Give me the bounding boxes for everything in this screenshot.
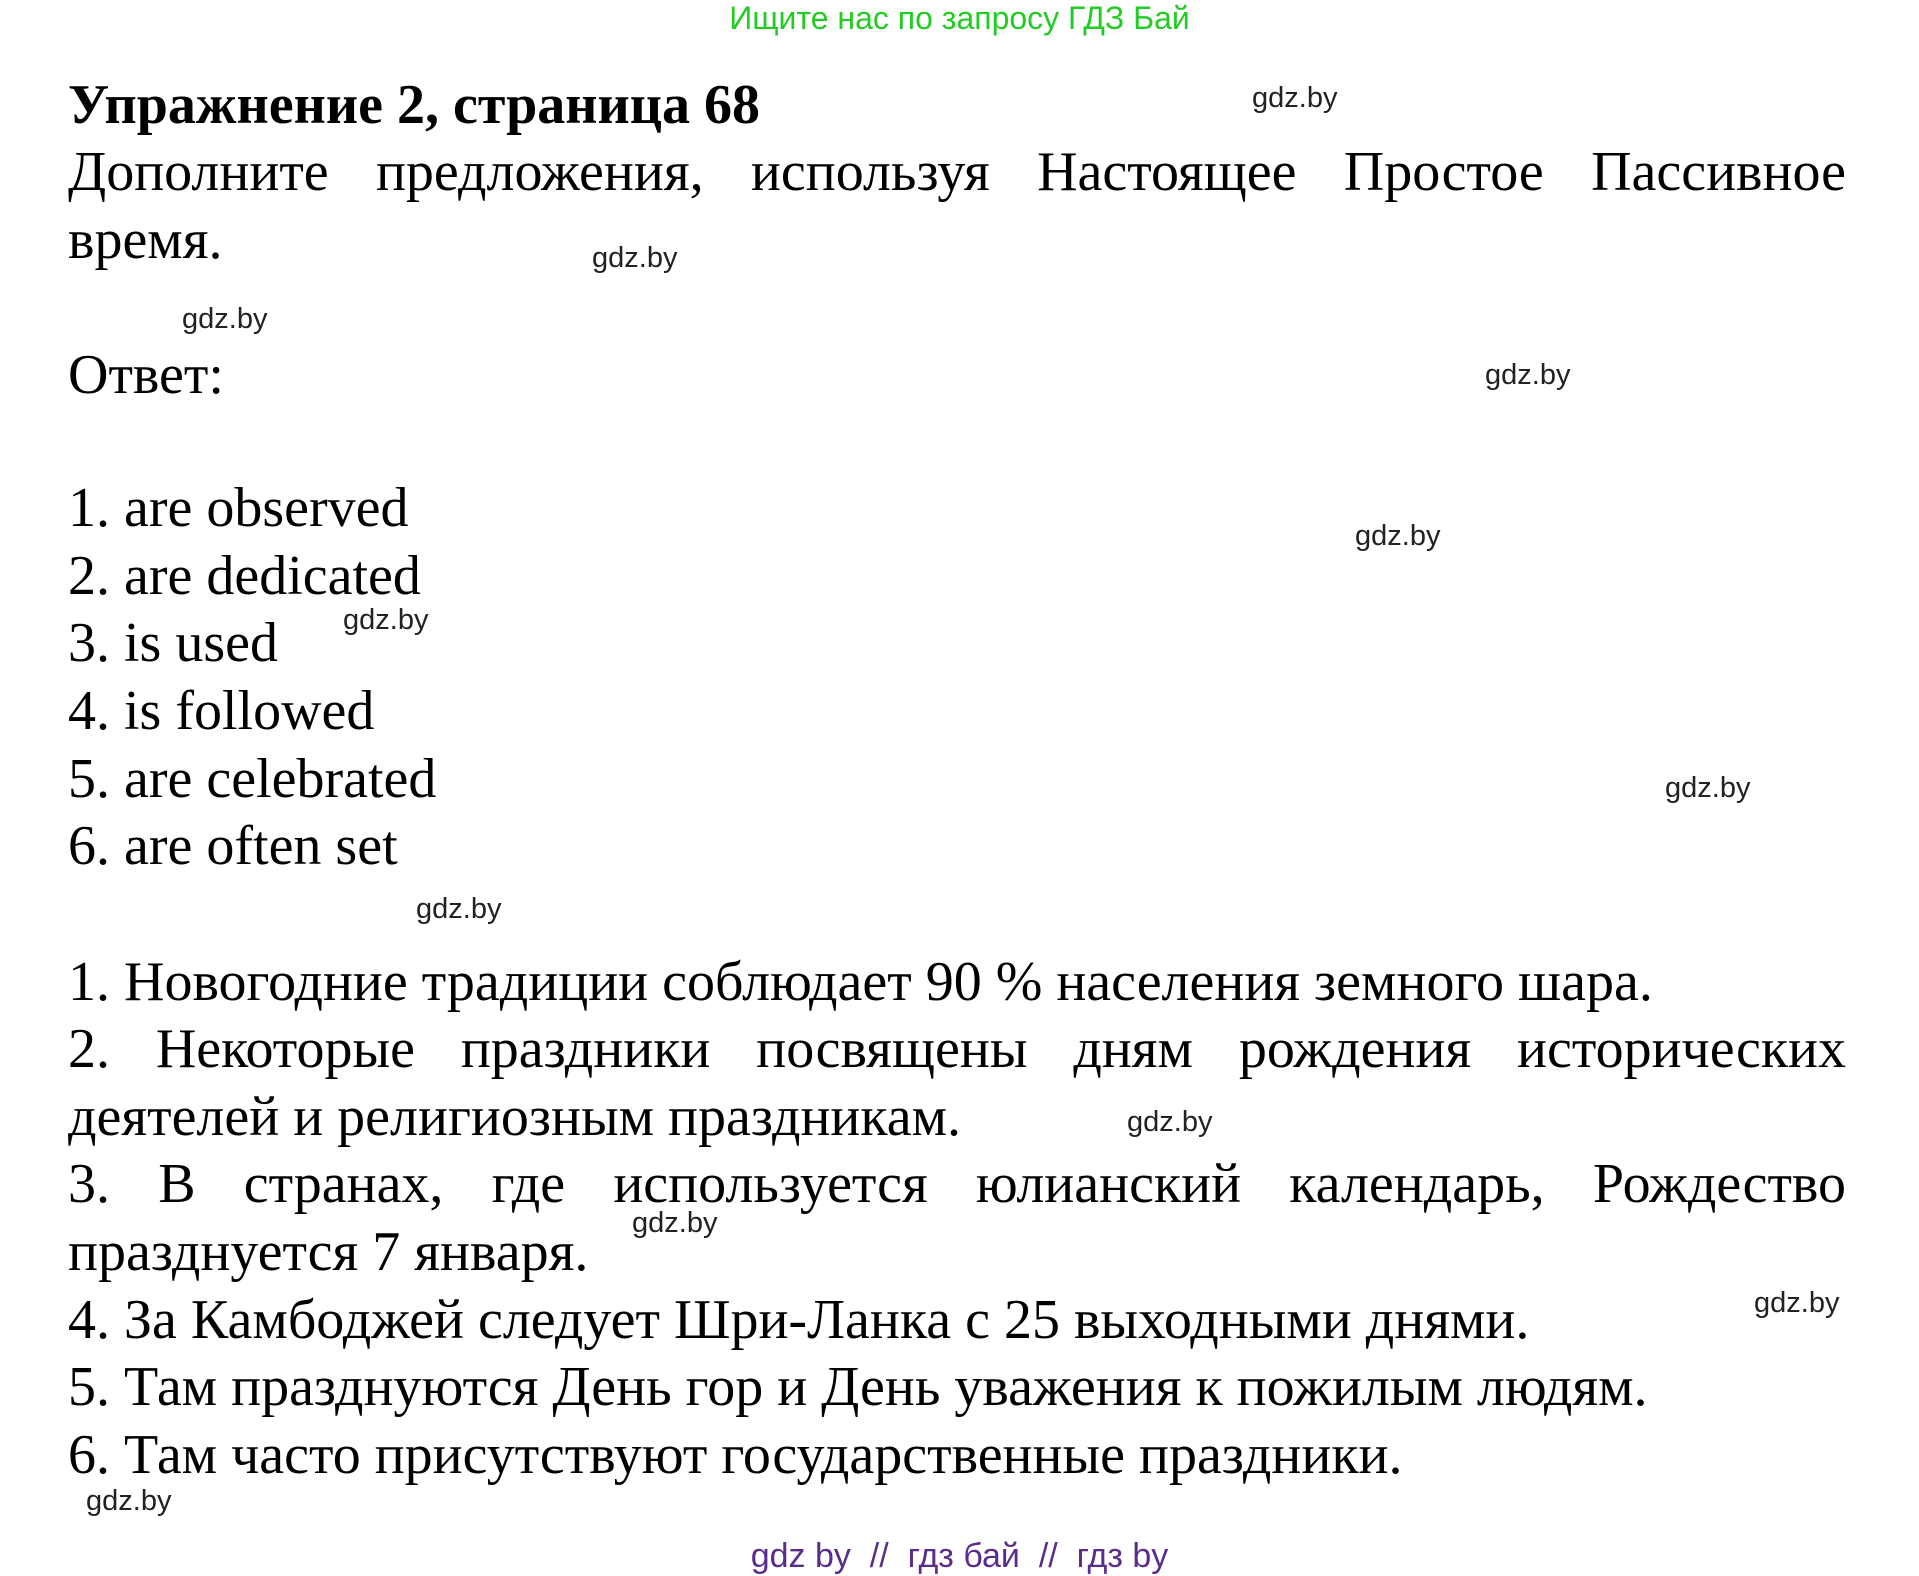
watermark: gdz.by <box>1485 359 1571 391</box>
page-title: Упражнение 2, страница 68 <box>68 74 761 136</box>
watermark: gdz.by <box>1754 1287 1840 1319</box>
watermark: gdz.by <box>1252 82 1338 114</box>
answer-item: 6. are often set <box>68 815 398 877</box>
translation-line: 1. Новогодние традиции соблюдает 90 % населения земного шара. <box>68 951 1653 1013</box>
watermark: gdz.by <box>1355 520 1441 552</box>
translation-line: 5. Там празднуются День гор и День уважения к пожилым людям. <box>68 1356 1648 1418</box>
footer-links[interactable]: gdz by // гдз бай // гдз by <box>750 1537 1169 1575</box>
translation-line: 4. За Камбоджей следует Шри-Ланка с 25 выходными днями. <box>68 1289 1530 1351</box>
answer-label: Ответ: <box>68 344 224 406</box>
translation-line: 3. В странах, где используется юлианский календарь, Рождество <box>68 1153 1846 1215</box>
task-text-line-2: время. <box>68 209 223 271</box>
watermark: gdz.by <box>1127 1106 1213 1138</box>
watermark: gdz.by <box>416 893 502 925</box>
watermark: gdz.by <box>632 1207 718 1239</box>
translation-line: деятелей и религиозным праздникам. <box>68 1086 962 1148</box>
translation-line: празднуется 7 января. <box>68 1221 589 1283</box>
translation-line: 6. Там часто присутствуют государственные праздники. <box>68 1424 1403 1486</box>
watermark: gdz.by <box>343 604 429 636</box>
watermark: gdz.by <box>1665 772 1751 804</box>
promo-banner[interactable]: Ищите нас по запросу ГДЗ Бай <box>729 0 1190 36</box>
task-text-line-1: Дополните предложения, используя Настоящее Простое Пассивное <box>68 141 1846 203</box>
watermark: gdz.by <box>182 303 268 335</box>
answer-item: 3. is used <box>68 612 278 674</box>
answer-item: 5. are celebrated <box>68 748 437 810</box>
answer-item: 1. are observed <box>68 477 409 539</box>
watermark: gdz.by <box>592 242 678 274</box>
answer-item: 2. are dedicated <box>68 545 421 607</box>
translation-line: 2. Некоторые праздники посвящены дням рождения исторических <box>68 1018 1846 1080</box>
answer-item: 4. is followed <box>68 680 375 742</box>
watermark: gdz.by <box>86 1485 172 1517</box>
